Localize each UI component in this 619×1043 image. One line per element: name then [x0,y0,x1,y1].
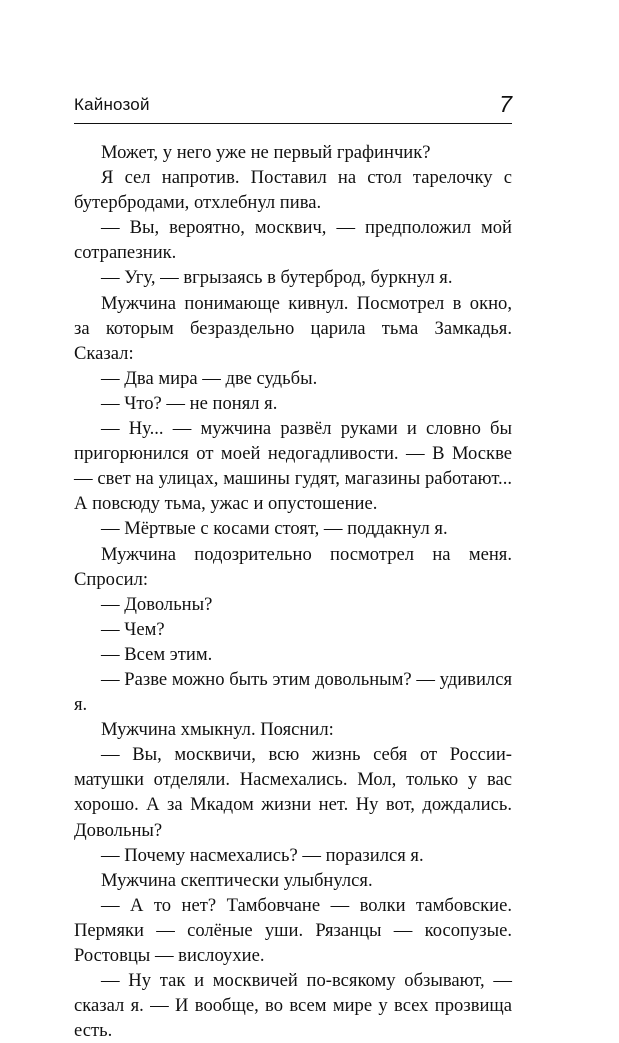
paragraph: — Чем? [101,618,165,640]
paragraph: — А то нет? Тамбовчане — волки тамбовские. Пермяки — солёные уши. Рязанцы — косопузые. Ростовцы — вислоухие. [74,894,512,966]
paragraph: — Что? — не понял я. [101,392,278,414]
paragraph: — Почему насмехались? — поразился я. [101,844,424,866]
paragraph: — Всем этим. [101,643,213,665]
paragraph: — Вы, вероятно, москвич, — предположил мой сотрапезник. [74,217,512,264]
paragraph: Мужчина скептически улыбнулся. [101,869,373,891]
body-text [74,140,512,1043]
paragraph: — Разве можно быть этим довольным? — удивился я. [74,668,512,716]
paragraph: — Довольны? [101,593,213,615]
running-head [74,93,512,117]
page-number: 7 [499,91,512,117]
paragraph: — Вы, москвичи, всю жизнь себя от России-матушки отделяли. Насмехались. Мол, только у вас хорошо. А за Мкадом жизни нет. Ну вот, дождались. Довольны? [74,744,512,841]
header-rule [74,123,512,124]
paragraph: — Два мира — две судьбы. [101,367,318,389]
paragraph: — Ну... — мужчина развёл руками и словно бы пригорюнился от моей недогадливости. — В Москве — свет на улицах, машины гудят, магазины работают... А повсюду тьма, ужас и опустошение. [74,418,512,515]
paragraph: — Мёртвые с косами стоят, — поддакнул я. [101,518,448,540]
paragraph: Я сел напротив. Поставил на стол тарелочку с бутербродами, отхлебнул пива. [74,167,512,214]
paragraph: — Ну так и москвичей по-всякому обзывают, — сказал я. — И вообще, во всем мире у всех прозвища есть. [74,970,512,1042]
paragraph: Мужчина хмыкнул. Пояснил: [101,719,334,741]
paragraph: Мужчина подозрительно посмотрел на меня. Спросил: [74,543,512,590]
running-title: Кайнозой [74,95,150,114]
paragraph: — Угу, — вгрызаясь в бутерброд, буркнул я. [101,267,453,289]
paragraph: Может, у него уже не первый графинчик? [101,142,431,163]
paragraph: Мужчина понимающе кивнул. Посмотрел в окно, за которым безраздельно царила тьма Замкадья. Сказал: [74,292,512,364]
